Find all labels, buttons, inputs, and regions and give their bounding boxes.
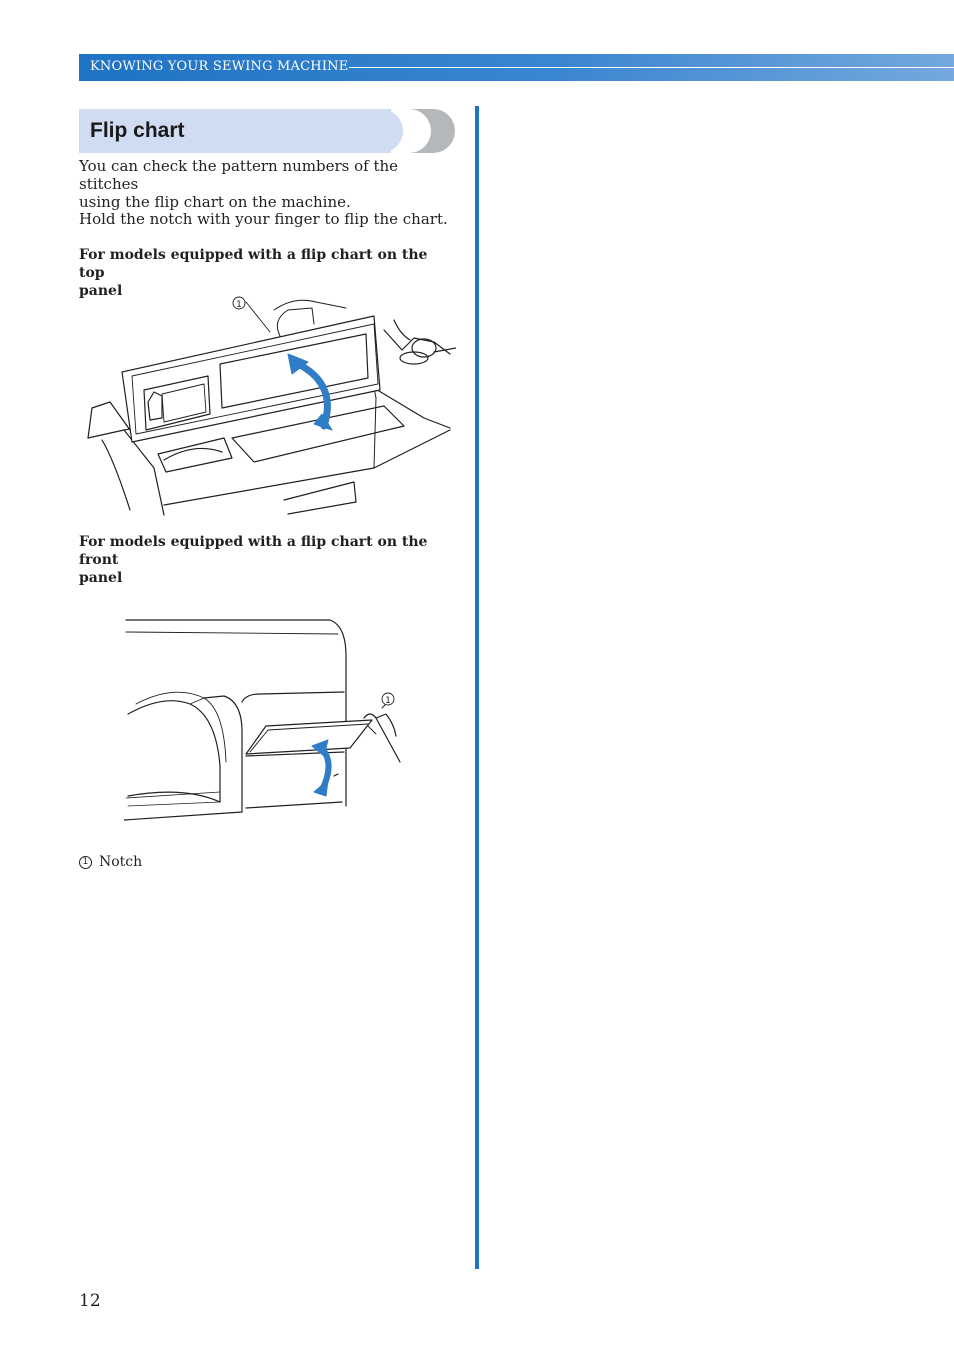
front-panel-flip-chart-illustration	[124, 606, 408, 826]
front-panel-heading	[79, 533, 455, 587]
legend-label: Notch	[99, 854, 143, 870]
section-heading	[79, 109, 455, 153]
running-header	[79, 54, 954, 81]
intro-paragraph	[79, 157, 455, 211]
top-panel-heading-line-1: For models equipped with a flip chart on the top	[79, 247, 428, 281]
top-panel-heading-line-2: panel	[79, 283, 123, 299]
top-figure-callout-label: 1	[236, 300, 242, 310]
column-divider	[475, 106, 479, 1269]
intro-line-2: using the flip chart on the machine.	[79, 193, 351, 211]
figure-legend	[79, 854, 142, 870]
instruction-paragraph: Hold the notch with your finger to flip the chart.	[79, 210, 448, 228]
front-figure-callout-label: 1	[385, 696, 391, 706]
intro-line-1: You can check the pattern numbers of the stitches	[79, 157, 399, 193]
section-title: Flip chart	[90, 119, 185, 142]
front-panel-heading-line-1: For models equipped with a flip chart on the front	[79, 534, 428, 568]
legend-marker: 1	[79, 856, 92, 869]
running-header-text: KNOWING YOUR SEWING MACHINE	[90, 59, 349, 74]
page-number: 12	[79, 1291, 101, 1311]
top-panel-flip-chart-illustration	[84, 290, 456, 516]
front-panel-heading-line-2: panel	[79, 570, 123, 586]
header-rule	[349, 67, 954, 68]
